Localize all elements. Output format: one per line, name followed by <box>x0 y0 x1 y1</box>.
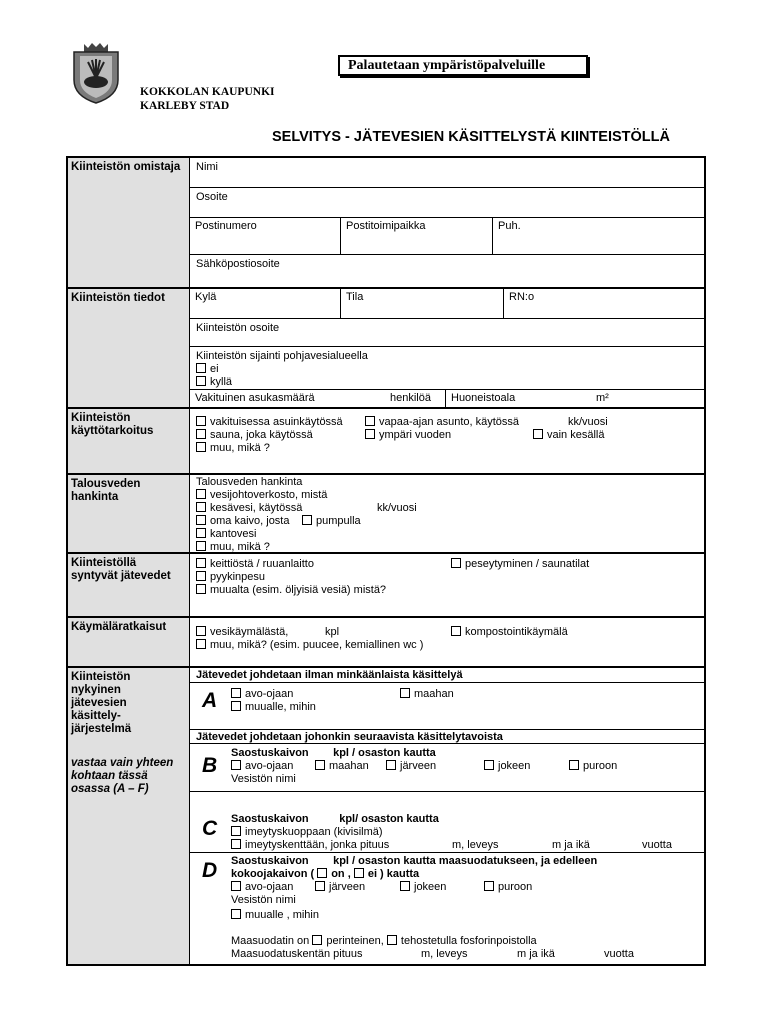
checkbox[interactable] <box>231 909 241 919</box>
b-ground-option[interactable] <box>315 760 369 772</box>
property-village-row <box>190 289 704 319</box>
d-filter-row <box>231 935 537 947</box>
checkbox[interactable] <box>196 584 206 594</box>
b-title: Saostuskaivon kpl / osaston kautta <box>231 747 436 759</box>
washing-label: peseytyminen / saunatilat <box>465 558 590 570</box>
form-frame <box>66 156 706 966</box>
c-well-option[interactable] <box>231 826 383 838</box>
d-lake-label: järveen <box>329 881 366 893</box>
b-river-label: jokeen <box>498 760 531 772</box>
option-c-divider <box>190 791 704 792</box>
d-ei-checkbox[interactable] <box>354 868 364 878</box>
option-a-heading: Jätevedet johdetaan ilman minkäänlaista käsittelyä <box>196 669 463 681</box>
wastewater-kitchen-option[interactable] <box>196 558 314 570</box>
groundwater-yes-option[interactable] <box>196 376 232 388</box>
permanent-label: vakituisessa asuinkäytössä <box>210 416 343 428</box>
d-phosphorus-label: tehostetulla fosforinpoistolla <box>400 935 537 947</box>
water-label: Talousveden hankinta <box>68 475 190 552</box>
water-heading: Talousveden hankinta <box>196 476 303 488</box>
toilet-compost-option[interactable] <box>451 626 568 638</box>
groundwater-label: Kiinteistön sijainti pohjavesialueella <box>196 350 368 362</box>
checkbox[interactable] <box>484 881 494 891</box>
d-river-option[interactable] <box>400 881 446 893</box>
postcode-label: Postinumero <box>195 220 257 232</box>
form-title: SELVITYS - JÄTEVESIEN KÄSITTELYSTÄ KIINTEISTÖLLÄ <box>272 129 670 145</box>
summer-water-label: kesävesi, käytössä <box>210 502 303 514</box>
checkbox[interactable] <box>231 826 241 836</box>
system-section <box>68 668 704 964</box>
d-collect-row <box>231 868 419 880</box>
email-label: Sähköpostiosoite <box>196 258 280 270</box>
usage-summer-only-option[interactable] <box>533 429 604 441</box>
checkbox[interactable] <box>315 760 325 770</box>
summer-only-label: vain kesällä <box>547 429 605 441</box>
rn-label: RN:o <box>509 291 535 303</box>
property-address-label: Kiinteistön osoite <box>196 322 280 334</box>
checkbox[interactable] <box>231 839 241 849</box>
wastewater-label: Kiinteistöllä syntyvät jätevedet <box>68 554 190 616</box>
checkbox[interactable] <box>386 760 396 770</box>
water-other-label: muu, mikä ? <box>210 541 270 553</box>
c-width-unit: m, leveys <box>452 839 499 851</box>
property-address-field[interactable] <box>190 319 704 347</box>
checkbox[interactable] <box>196 489 206 499</box>
b-brook-label: puroon <box>583 760 618 772</box>
org-name-sv: KARLEBY STAD <box>140 100 230 112</box>
water-network-option[interactable] <box>196 489 327 501</box>
per-year-unit: kk/vuosi <box>568 416 608 428</box>
system-label-block <box>68 668 190 964</box>
toilet-section <box>68 618 704 668</box>
checkbox[interactable] <box>196 363 206 373</box>
phone-field[interactable] <box>493 218 704 254</box>
checkbox[interactable] <box>196 442 206 452</box>
owner-postal-row <box>190 218 704 255</box>
checkbox[interactable] <box>400 881 410 891</box>
d-waterbody-label: Vesistön nimi <box>231 894 296 906</box>
d-traditional-checkbox[interactable] <box>312 935 322 945</box>
system-label: Kiinteistön nykyinen jätevesien käsittely-järjestelmä <box>71 671 132 735</box>
a-elsewhere-option[interactable] <box>231 701 316 713</box>
c-field-option[interactable] <box>231 839 389 851</box>
water-section <box>68 475 704 554</box>
checkbox[interactable] <box>231 881 241 891</box>
laundry-label: pyykinpesu <box>210 571 266 583</box>
d-river-label: jokeen <box>414 881 447 893</box>
postoffice-field[interactable] <box>341 218 493 254</box>
usage-year-round-option[interactable] <box>365 429 451 441</box>
owner-address-field[interactable] <box>190 188 704 218</box>
residents-label: Vakituinen asukasmäärä <box>195 392 315 404</box>
checkbox[interactable] <box>196 515 206 525</box>
option-d-divider <box>190 852 704 853</box>
checkbox[interactable] <box>196 416 206 426</box>
water-other-option[interactable] <box>196 541 270 553</box>
yes-label: kyllä <box>210 376 233 388</box>
checkbox[interactable] <box>196 528 206 538</box>
b-ditch-option[interactable] <box>231 760 293 772</box>
c-well-label: imeytyskuoppaan (kivisilmä) <box>245 826 383 838</box>
sauna-label: sauna, joka käytössä <box>210 429 313 441</box>
water-well-option[interactable] <box>196 515 289 527</box>
b-river-option[interactable] <box>484 760 530 772</box>
checkbox[interactable] <box>196 376 206 386</box>
toilet-other-option[interactable] <box>196 639 423 651</box>
checkbox[interactable] <box>302 515 312 525</box>
village-label: Kylä <box>195 291 217 303</box>
checkbox[interactable] <box>451 626 461 636</box>
owner-address-label: Osoite <box>196 191 228 203</box>
leisure-label: vapaa-ajan asunto, käytössä <box>379 416 520 428</box>
checkbox[interactable] <box>231 760 241 770</box>
checkbox[interactable] <box>231 701 241 711</box>
checkbox[interactable] <box>365 429 375 439</box>
phone-label: Puh. <box>498 220 521 232</box>
owner-name-field[interactable] <box>190 158 704 188</box>
org-name-fi: KOKKOLAN KAUPUNKI <box>140 86 275 98</box>
d-brook-label: puroon <box>498 881 533 893</box>
d-age-unit: m ja ikä <box>517 948 555 960</box>
estate-field[interactable] <box>341 289 504 318</box>
checkbox[interactable] <box>196 429 206 439</box>
water-per-year-unit: kk/vuosi <box>377 502 417 514</box>
checkbox[interactable] <box>196 541 206 551</box>
wastewater-laundry-option[interactable] <box>196 571 265 583</box>
d-filter-label: Maasuodatin on <box>231 935 310 947</box>
c-title: Saostuskaivon kpl/ osaston kautta <box>231 813 439 825</box>
d-phosphorus-checkbox[interactable] <box>387 935 397 945</box>
d-on-checkbox[interactable] <box>317 868 327 878</box>
option-b-heading-row <box>190 729 704 744</box>
kitchen-label: keittiöstä / ruuanlaitto <box>210 558 314 570</box>
d-traditional-label: perinteinen, <box>326 935 384 947</box>
wastewater-other-option[interactable] <box>196 584 386 596</box>
rn-field[interactable] <box>504 289 704 318</box>
usage-label: Kiinteistön käyttötarkoitus <box>68 409 190 473</box>
water-carried-option[interactable] <box>196 528 256 540</box>
postoffice-label: Postitoimipaikka <box>346 220 426 232</box>
toilet-pcs-unit: kpl <box>325 626 340 638</box>
b-brook-option[interactable] <box>569 760 617 772</box>
checkbox[interactable] <box>451 558 461 568</box>
no-label: ei <box>210 363 219 375</box>
m2-unit: m² <box>596 392 609 404</box>
option-a-letter: A <box>202 689 218 712</box>
return-to-label: Palautetaan ympäristöpalveluille <box>338 55 588 76</box>
other-label: muu, mikä ? <box>210 442 270 454</box>
persons-unit: henkilöä <box>390 392 431 404</box>
owner-label: Kiinteistön omistaja <box>68 158 190 287</box>
property-label: Kiinteistön tiedot <box>68 289 190 407</box>
checkbox[interactable] <box>533 429 543 439</box>
checkbox[interactable] <box>196 626 206 636</box>
network-label: vesijohtoverkosto, mistä <box>210 489 328 501</box>
wastewater-washing-option[interactable] <box>451 558 589 570</box>
a-ditch-label: avo-ojaan <box>245 688 294 700</box>
d-ditch-option[interactable] <box>231 881 293 893</box>
a-elsewhere-label: muualle, mihin <box>245 701 316 713</box>
email-field[interactable] <box>190 255 704 289</box>
water-toilet-label: vesikäymälästä, <box>210 626 289 638</box>
c-field-label: imeytyskenttään, jonka pituus <box>245 839 390 851</box>
toilet-water-option[interactable] <box>196 626 288 638</box>
usage-sauna-option[interactable] <box>196 429 313 441</box>
village-field[interactable] <box>190 289 341 318</box>
b-waterbody-label: Vesistön nimi <box>231 773 296 785</box>
b-lake-option[interactable] <box>386 760 436 772</box>
b-ditch-label: avo-ojaan <box>245 760 294 772</box>
a-ground-label: maahan <box>414 688 454 700</box>
own-well-label: oma kaivo, josta <box>210 515 290 527</box>
d-width-unit: m, leveys <box>421 948 468 960</box>
usage-leisure-option[interactable] <box>365 416 519 428</box>
checkbox[interactable] <box>315 881 325 891</box>
usage-permanent-option[interactable] <box>196 416 343 428</box>
c-age-unit: m ja ikä <box>552 839 590 851</box>
estate-label: Tila <box>346 291 364 303</box>
d-title: Saostuskaivon kpl / osaston kautta maasuodatukseen, ja edelleen <box>231 855 598 867</box>
water-summer-option[interactable] <box>196 502 302 514</box>
option-b-heading: Jätevedet johdetaan johonkin seuraavista käsittelytavoista <box>196 731 503 743</box>
d-on-label: on , <box>331 868 351 880</box>
groundwater-no-option[interactable] <box>196 363 219 375</box>
option-a-heading-row <box>190 668 704 683</box>
checkbox[interactable] <box>231 688 241 698</box>
year-round-label: ympäri vuoden <box>379 429 452 441</box>
pump-label: pumpulla <box>316 515 361 527</box>
d-ditch-label: avo-ojaan <box>245 881 294 893</box>
checkbox[interactable] <box>196 571 206 581</box>
owner-name-label: Nimi <box>196 161 218 173</box>
floor-area-field[interactable] <box>446 390 704 409</box>
d-collect-label: kokoojakaivon ( <box>231 868 315 880</box>
toilet-other-label: muu, mikä? (esim. puucee, kemiallinen wc ) <box>210 639 424 651</box>
option-c-letter: C <box>202 817 218 840</box>
system-note: vastaa vain yhteen kohtaan tässä osassa (A – F) <box>71 757 174 795</box>
c-years-unit: vuotta <box>642 839 672 851</box>
floor-area-label: Huoneistoala <box>451 392 516 404</box>
property-section <box>68 289 704 409</box>
option-d-letter: D <box>202 859 218 882</box>
groundwater-block <box>190 347 704 391</box>
d-elsewhere-option[interactable] <box>231 909 319 921</box>
residents-field[interactable] <box>190 390 446 409</box>
d-elsewhere-label: muualle , mihin <box>245 909 319 921</box>
usage-section <box>68 409 704 475</box>
water-pump-option[interactable] <box>302 515 361 527</box>
checkbox[interactable] <box>569 760 579 770</box>
checkbox[interactable] <box>196 502 206 512</box>
compost-label: kompostointikäymälä <box>465 626 568 638</box>
wastewater-section <box>68 554 704 618</box>
carried-label: kantovesi <box>210 528 257 540</box>
option-b-letter: B <box>202 754 218 777</box>
checkbox[interactable] <box>196 639 206 649</box>
wastewater-other-label: muualta (esim. öljyisiä vesiä) mistä? <box>210 584 387 596</box>
residents-row <box>190 389 704 409</box>
postcode-field[interactable] <box>190 218 341 254</box>
owner-section <box>68 158 704 289</box>
checkbox[interactable] <box>484 760 494 770</box>
d-field-label: Maasuodatuskentän pituus <box>231 948 363 960</box>
checkbox[interactable] <box>196 558 206 568</box>
kokkola-crest-logo <box>70 42 122 104</box>
a-ditch-option[interactable] <box>231 688 293 700</box>
b-ground-label: maahan <box>329 760 369 772</box>
a-ground-option[interactable] <box>400 688 454 700</box>
d-years-unit: vuotta <box>604 948 634 960</box>
toilet-label: Käymäläratkaisut <box>68 618 190 666</box>
d-brook-option[interactable] <box>484 881 532 893</box>
b-lake-label: järveen <box>400 760 437 772</box>
d-ei-label: ei ) kautta <box>367 868 420 880</box>
checkbox[interactable] <box>400 688 410 698</box>
checkbox[interactable] <box>365 416 375 426</box>
usage-other-option[interactable] <box>196 442 270 454</box>
d-lake-option[interactable] <box>315 881 365 893</box>
